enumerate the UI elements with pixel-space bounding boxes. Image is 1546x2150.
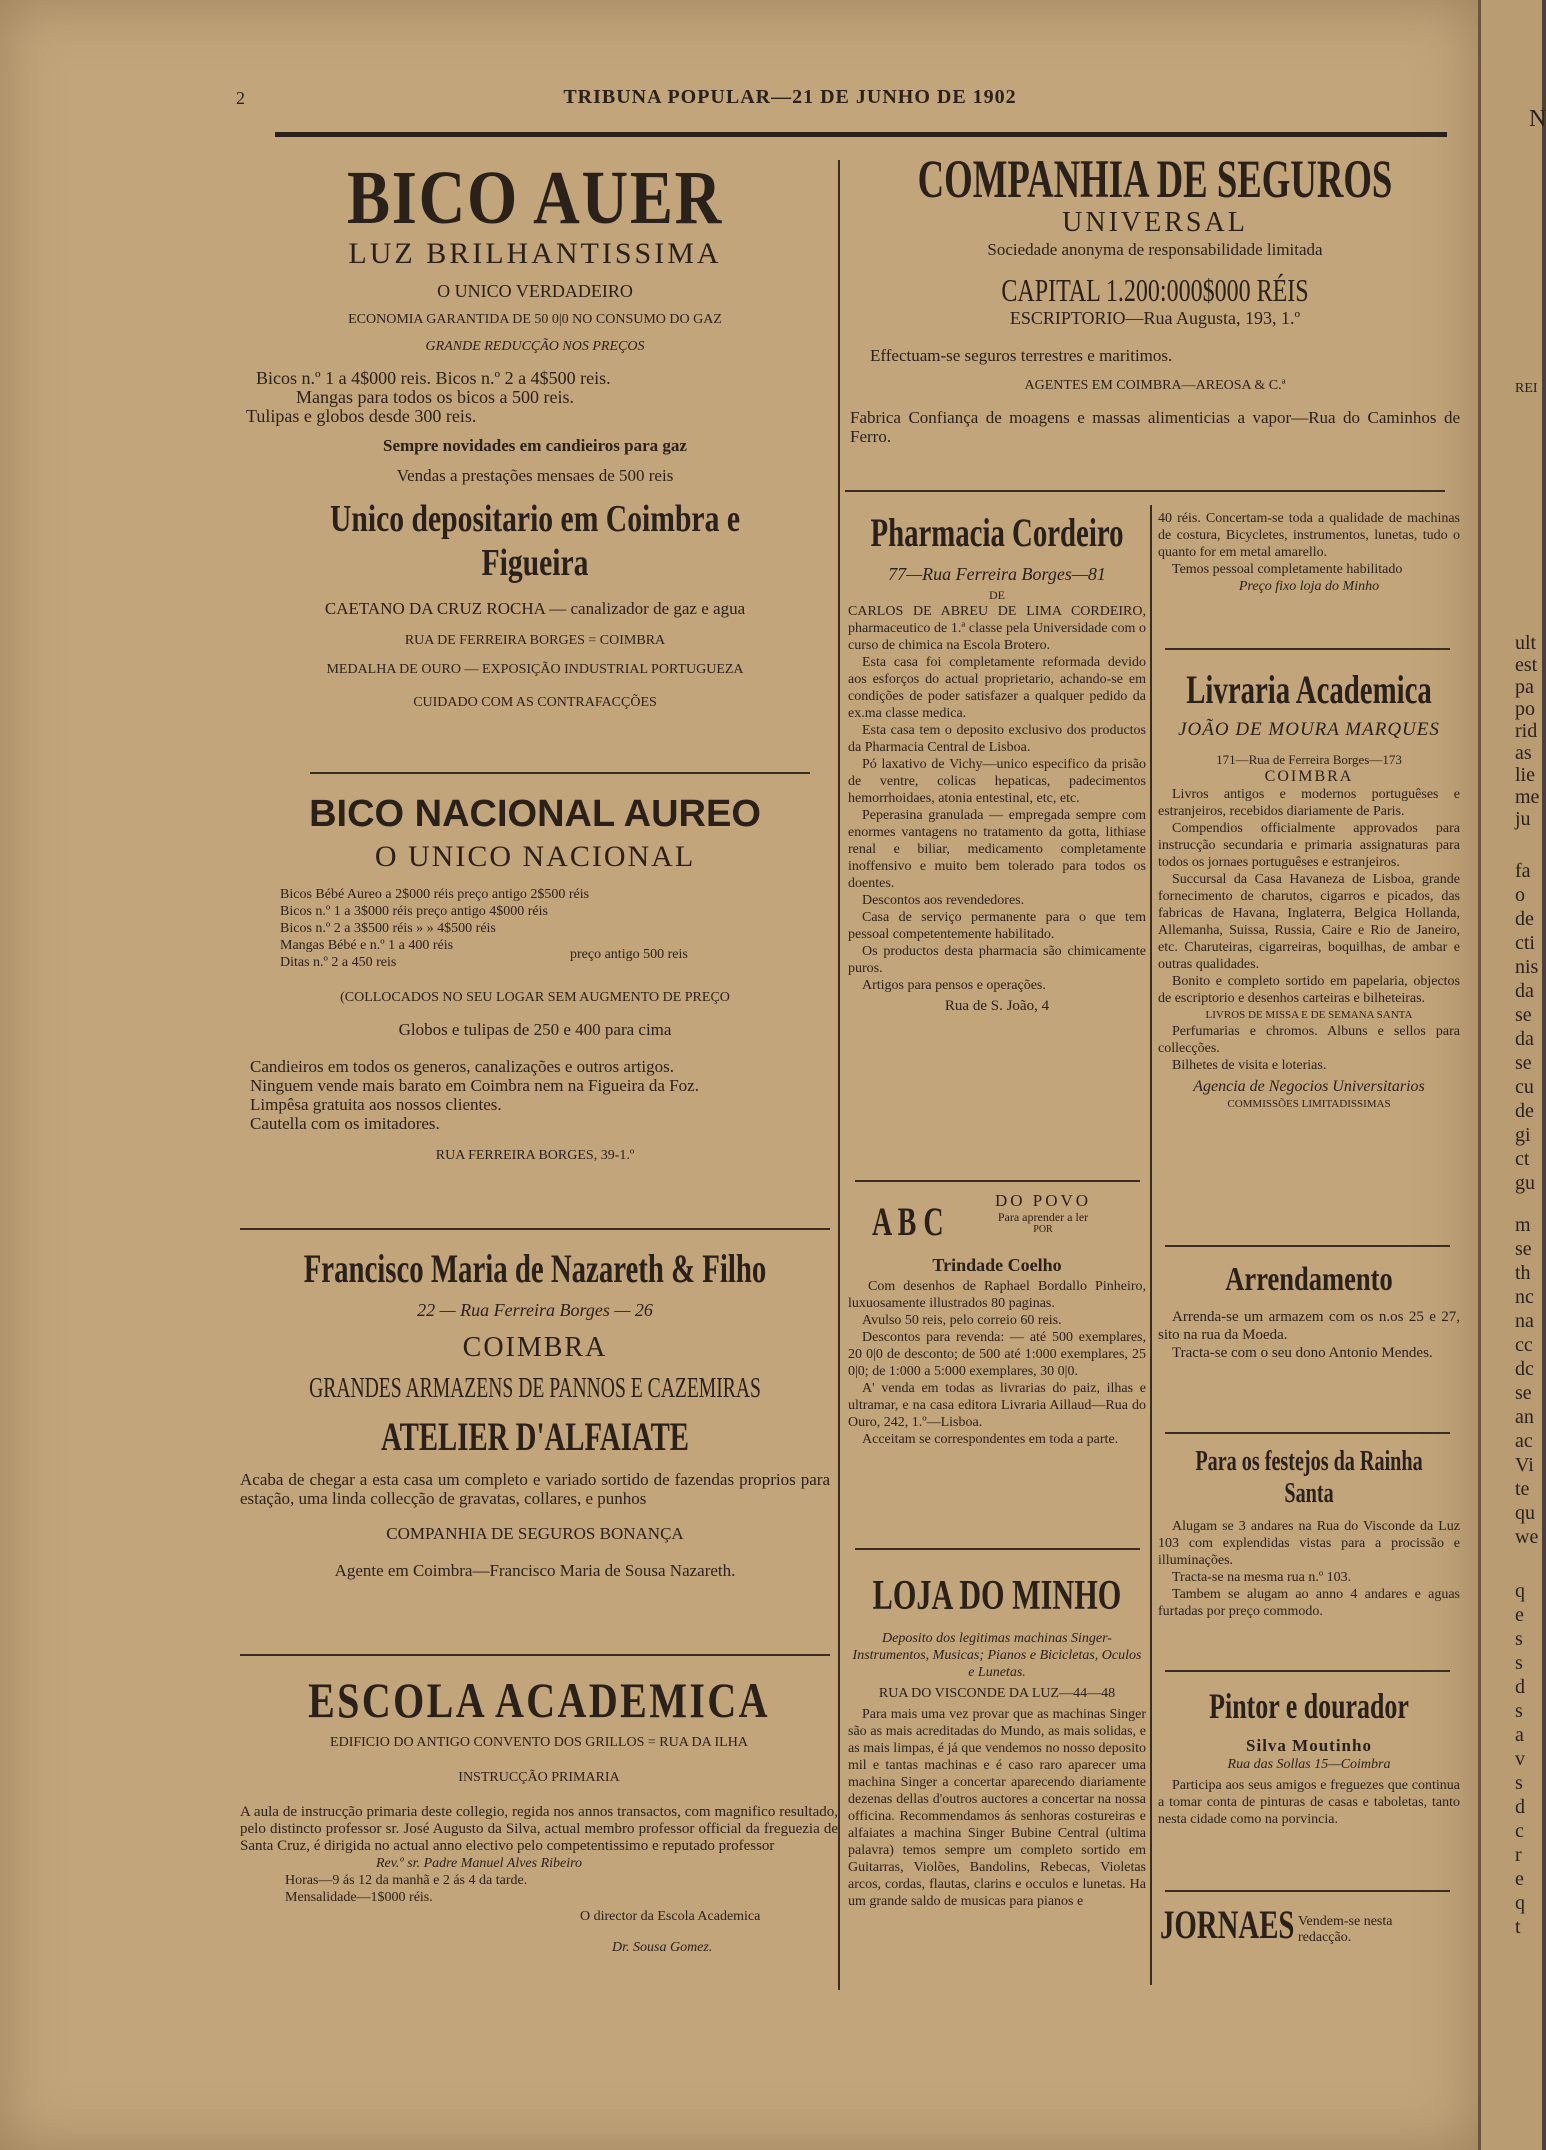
pharmacia-para2: Esta casa foi completamente reformada devido aos esforços do actual proprietario, achando-se em condições de poder satisfazer a qualquer pedido da ex.ma classe medica.: [848, 655, 1146, 721]
bico-auer-line12: MEDALHA DE OURO — EXPOSIÇÃO INDUSTRIAL PORTUGUEZA: [326, 662, 744, 677]
livraria-address: 171—Rua de Ferreira Borges—173: [1216, 752, 1402, 767]
price-row: Mangas Bébé e n.º 1 a 400 réis: [280, 938, 454, 953]
fragment: cc: [1515, 1334, 1533, 1356]
bico-auer-line10: CAETANO DA CRUZ ROCHA — canalizador de gaz e agua: [324, 599, 746, 618]
fragment: v: [1515, 1748, 1525, 1770]
rule-9: [1165, 1432, 1450, 1434]
escola-ad: [240, 1672, 838, 1956]
pharmacia-para1: CARLOS DE ABREU DE LIMA CORDEIRO, pharmaceutico de 1.ª classe pela Universidade com o curso de chimica na Escola Brotero.: [848, 604, 1146, 653]
seguros-ad: [850, 150, 1460, 446]
fragment: gu: [1515, 1172, 1535, 1194]
loja-title: LOJA DO MINHO: [872, 1573, 1122, 1619]
arrendamento-para2: Tracta-se com o seu dono Antonio Mendes.: [1172, 1345, 1433, 1361]
livraria-line1: LIVROS DE MISSA E DE SEMANA SANTA: [1205, 1009, 1413, 1021]
arrendamento-title: Arrendamento: [1225, 1261, 1393, 1298]
seguros-line4: Effectuam-se seguros terrestres e maritimos.: [870, 346, 1173, 365]
fragment: d: [1515, 1796, 1525, 1818]
fragment: dc: [1515, 1358, 1534, 1380]
nazareth-line1: GRANDES ARMAZENS DE PANNOS E CAZEMIRAS: [309, 1373, 761, 1404]
escola-line4: Horas—9 ás 12 da manhã e 2 ás 4 da tarde.: [285, 1873, 528, 1888]
rule-6: [855, 1548, 1140, 1550]
fragment: de: [1515, 1100, 1534, 1122]
festejos-para1: Alugam se 3 andares na Rua do Visconde da Luz 103 com explendidas vistas para a procissão e illuminações.: [1158, 1519, 1460, 1568]
festejos-title: Para os festejos da Rainha Santa: [1195, 1446, 1423, 1509]
nazareth-title: Francisco Maria de Nazareth & Filho: [303, 1246, 767, 1291]
livraria-para1: Livros antigos e modernos portuguêses e estranjeiros, recebidos diariamente de Paris.: [1158, 787, 1460, 819]
fragment: est: [1515, 654, 1538, 676]
seguros-line5: AGENTES EM COIMBRA—AREOSA & C.ª: [1024, 378, 1286, 393]
nazareth-para: Acaba de chegar a esta casa um completo e variado sortido de fazendas proprios para estação, uma linda collecção de gravatas, collares, e punhos: [240, 1470, 830, 1508]
fragment: Vi: [1515, 1454, 1534, 1476]
abc-para5: Acceitam se correspondentes em toda a parte.: [862, 1432, 1119, 1447]
bico-auer-line7: Sempre novidades em candieiros para gaz: [383, 436, 687, 455]
livraria-city: COIMBRA: [1264, 768, 1354, 785]
pharmacia-para10: Rua de S. João, 4: [944, 998, 1050, 1014]
fragment: as: [1515, 742, 1532, 764]
escola-line6: O director da Escola Academica: [580, 1909, 761, 1924]
rule-7: [1165, 648, 1450, 650]
column-divider-center: [838, 160, 840, 1990]
livraria-para2: Compendios officialmente approvados para instrucção secundaria e primaria assignaturas para todos os jornaes portuguêses e estranjeiros.: [1158, 821, 1460, 870]
pintor-para: Participa aos seus amigos e freguezes que continua a tomar conta de pinturas de casas e taboletas, tanto nesta cidade como na porvincia.: [1158, 1778, 1460, 1827]
bico-auer-line8: Vendas a prestações mensaes de 500 reis: [396, 466, 674, 485]
rule-10: [1165, 1670, 1450, 1672]
masthead: TRIBUNA POPULAR—21 DE JUNHO DE 1902: [563, 86, 1017, 108]
fragment: cu: [1515, 1076, 1534, 1098]
loja-address: RUA DO VISCONDE DA LUZ—44—48: [878, 1686, 1116, 1701]
fragment: s: [1515, 1652, 1523, 1674]
bico-auer-line5: Mangas para todos os bicos a 500 reis.: [296, 387, 574, 407]
seguros-line1: Sociedade anonyma de responsabilidade limitada: [987, 240, 1323, 259]
rule-8: [1165, 1245, 1450, 1247]
price-row: Bicos Bébé Aureo a 2$000 réis preço antigo 2$500 réis: [280, 887, 590, 902]
abc-para1: Com desenhos de Raphael Bordallo Pinheiro, luxuosamente illustrados 80 paginas.: [848, 1279, 1146, 1311]
rule-1: [310, 772, 810, 774]
loja-para1: Deposito dos legitimas machinas Singer-Instrumentos, Musicas; Pianos e Bicicletas, Oculos e Lunetas.: [852, 1631, 1142, 1680]
abc-para3: Descontos para revenda: — até 500 exemplares, 20 0|0 de desconto; de 500 até 1:000 exemplares, 25 0|0; de 1:000 a 5:000 exemplares, 30 0|0.: [848, 1330, 1146, 1379]
fragment: da: [1515, 980, 1534, 1002]
rule-11: [1165, 1890, 1450, 1892]
continuation-para2: Temos pessoal completamente habilitado: [1172, 562, 1403, 577]
fragment: ju: [1515, 808, 1531, 830]
arrendamento-para1: Arrenda-se um armazem com os n.os 25 e 27, sito na rua da Moeda.: [1158, 1309, 1460, 1343]
fragment: se: [1515, 1382, 1532, 1404]
rule-5: [855, 1180, 1140, 1182]
livraria-subtitle: JOÃO DE MOURA MARQUES: [1178, 719, 1440, 740]
rule-3: [240, 1654, 830, 1656]
fragment: we: [1515, 1526, 1539, 1548]
bico-auer-title: BICO AUER: [346, 156, 724, 240]
bico-nacional-subtitle: O UNICO NACIONAL: [374, 840, 696, 873]
abc-title: A B C: [872, 1199, 944, 1244]
fragment: da: [1515, 1028, 1534, 1050]
fragment: c: [1515, 1820, 1524, 1842]
nazareth-line2: ATELIER D'ALFAIATE: [380, 1414, 690, 1459]
escola-line1: EDIFICIO DO ANTIGO CONVENTO DOS GRILLOS = RUA DA ILHA: [330, 1735, 748, 1750]
bico-auer-line3: GRANDE REDUCÇÃO NOS PREÇOS: [425, 339, 645, 354]
bico-nacional-line1: (COLLOCADOS NO SEU LOGAR SEM AUGMENTO DE PREÇO: [340, 990, 730, 1005]
seguros-title: COMPANHIA DE SEGUROS: [917, 149, 1393, 209]
price-old: preço antigo 500 reis: [570, 947, 688, 962]
fragment: s: [1515, 1700, 1523, 1722]
fragment: ct: [1515, 1148, 1530, 1170]
fragment: na: [1515, 1310, 1534, 1332]
fragment: r: [1515, 1844, 1522, 1866]
para-line: Candieiros em todos os generos, canalizações e outros artigos.: [250, 1057, 674, 1076]
fragment: nis: [1515, 956, 1539, 978]
abc-para4: A' venda em todas as livrarias do paiz, ilhas e ultramar, e na casa editora Livraria Aillaud—Rua do Ouro, 242, 1.º—Lisboa.: [848, 1381, 1146, 1430]
escola-line7: Dr. Sousa Gomez.: [612, 1940, 713, 1955]
price-row: Bicos n.º 1 a 3$000 réis preço antigo 4$000 réis: [280, 904, 548, 919]
abc-ad: [848, 1192, 1146, 1448]
fragment: ult: [1515, 632, 1537, 654]
fragment: de: [1515, 908, 1534, 930]
fragment: N: [1529, 106, 1546, 132]
fragment: t: [1515, 1916, 1521, 1938]
bico-nacional-title: BICO NACIONAL AUREO: [309, 793, 761, 835]
fragment: q: [1515, 1892, 1525, 1914]
livraria-line2: Agencia de Negocios Universitarios: [1193, 1078, 1425, 1095]
pharmacia-para3: Esta casa tem o deposito exclusivo dos productos da Pharmacia Central de Lisboa.: [848, 723, 1146, 755]
fragment: q: [1515, 1580, 1525, 1602]
livraria-para4: Bonito e completo sortido em papelaria, objectos de escriptorio e desenhos carteiras e bilheteiras.: [1158, 974, 1460, 1006]
pintor-ad: [1158, 1684, 1460, 1828]
page-number: 2: [236, 88, 245, 108]
fragment: po: [1515, 698, 1535, 720]
jornaes-title: JORNAES: [1160, 1902, 1295, 1947]
jornaes-text: Vendem-se nesta redacção.: [1298, 1914, 1393, 1945]
loja-para2: Para mais uma vez provar que as machinas Singer são as mais acreditadas do Mundo, as mais solidas, e as mais limpas, é já que vendemos no nosso deposito mil e tantas machinas e é caso raro aparecer uma machina Singer a concertar aparecendo diariamente dezenas dellas d'outros auctores a concertar na nossa officina. Recommendamos ás senhoras costureiras e alfaiates a machina Singer Bubine Central (ultima palavra) temos sempre um completo sortido em Guitarras, Violões, Bandolins, Rebecas, Violetas arcos, cordas, flautas, clarins e occulos e lunetas. Ha um grande saldo de musicas para pianos e: [848, 1707, 1146, 1909]
column-divider-right: [1150, 505, 1152, 1985]
nazareth-ad: [240, 1245, 830, 1580]
seguros-line6: Fabrica Confiança de moagens e massas alimenticias a vapor—Rua do Caminhos de Ferro.: [850, 408, 1460, 446]
pharmacia-para5: Peperasina granulada — empregada sempre com enormes vantagens no tratamento da gotta, lithiase renal e biliar, medicamento completamente inoffensivo e muito bem tolerado para todos os doentes.: [848, 808, 1146, 891]
fragment: s: [1515, 1628, 1523, 1650]
para-line: Limpêsa gratuita aos nossos clientes.: [250, 1095, 502, 1114]
pintor-name: Silva Moutinho: [1246, 1736, 1372, 1755]
price-row: Ditas n.º 2 a 450 reis: [280, 955, 397, 970]
pharmacia-title: Pharmacia Cordeiro: [870, 510, 1124, 555]
bico-auer-line6: Tulipas e globos desde 300 reis.: [246, 406, 477, 426]
fragment: qu: [1515, 1502, 1535, 1524]
bico-auer-ad: [240, 158, 830, 711]
fragment: te: [1515, 1478, 1530, 1500]
fragment: lie: [1515, 764, 1535, 786]
seguros-line3: ESCRIPTORIO—Rua Augusta, 193, 1.º: [1009, 308, 1301, 328]
festejos-para3: Tambem se alugam ao anno 4 andares e aguas furtadas por preço commodo.: [1158, 1587, 1460, 1619]
pharmacia-para8: Os productos desta pharmacia são chimicamente puros.: [848, 944, 1146, 976]
adjacent-page-edge: [1478, 0, 1546, 2150]
pintor-title: Pintor e dourador: [1209, 1686, 1409, 1726]
festejos-ad: [1158, 1446, 1460, 1620]
continuation-line: Preço fixo loja do Minho: [1238, 579, 1380, 594]
fragment: REI: [1515, 381, 1538, 396]
continuation-para: 40 réis. Concertam-se toda a qualidade de machinas de costura, Bicycletes, instrumentos, lunetas, tudo o quanto for em metal amarello.: [1158, 511, 1460, 560]
livraria-para3: Succursal da Casa Havaneza de Lisboa, grande fornecimento de charutos, cigarros e picados, das fabricas de Havana, Inglaterra, Belgica Hollanda, Allemanha, Suissa, Russia, Caire e Rio de Janeiro, etc. Charuteiras, cigarreiras, boquilhas, de ambar e outras qualidades.: [1158, 872, 1460, 972]
fragment: cti: [1515, 932, 1535, 954]
fragment: rid: [1515, 720, 1538, 742]
fragment: ac: [1515, 1430, 1533, 1452]
loja-continuation: [1158, 510, 1460, 595]
fragment: an: [1515, 1406, 1534, 1428]
fragment: d: [1515, 1676, 1525, 1698]
para-line: Cautella com os imitadores.: [250, 1114, 440, 1133]
seguros-subtitle: UNIVERSAL: [1062, 207, 1248, 238]
livraria-para5: Perfumarias e chromos. Albuns e sellos para collecções.: [1158, 1024, 1460, 1056]
escola-line3: Rev.º sr. Padre Manuel Alves Ribeiro: [375, 1856, 583, 1871]
fragment: pa: [1515, 676, 1534, 698]
escola-para: A aula de instrucção primaria deste collegio, regida nos annos transactos, com magnifico resultado, pelo distincto professor sr. José Augusto da Silva, actual membro professor official da freguezia de Santa Cruz, é dirigida no actual anno electivo pelo competentissimo e reputado professor: [240, 1804, 838, 1854]
bico-auer-line9: Unico depositario em Coimbra e Figueira: [330, 498, 740, 584]
fragment: se: [1515, 1052, 1532, 1074]
abc-sub4: Trindade Coelho: [932, 1255, 1062, 1275]
bico-auer-subtitle: LUZ BRILHANTISSIMA: [348, 237, 722, 270]
fragment: th: [1515, 1262, 1531, 1284]
nazareth-line4: Agente em Coimbra—Francisco Maria de Sousa Nazareth.: [334, 1561, 736, 1580]
escola-line2: INSTRUCÇÃO PRIMARIA: [458, 1770, 620, 1785]
fragment: a: [1515, 1724, 1524, 1746]
bico-auer-line13: CUIDADO COM AS CONTRAFACÇÕES: [413, 695, 657, 710]
jornaes-ad: [1160, 1900, 1460, 1960]
pharmacia-de: DE: [989, 588, 1005, 602]
escola-title: ESCOLA ACADEMICA: [308, 1672, 770, 1728]
fragment: gi: [1515, 1124, 1531, 1146]
bico-auer-line1: O UNICO VERDADEIRO: [437, 281, 633, 301]
livraria-title: Livraria Academica: [1186, 667, 1432, 712]
bico-auer-line4: Bicos n.º 1 a 4$000 reis. Bicos n.º 2 a 4$500 reis.: [256, 368, 611, 388]
livraria-ad: [1158, 665, 1460, 1110]
escola-line5: Mensalidade—1$000 réis.: [285, 1890, 433, 1905]
abc-para2: Avulso 50 reis, pelo correio 60 reis.: [862, 1313, 1062, 1328]
fragment: fa: [1515, 860, 1531, 882]
bico-nacional-para: [250, 1057, 830, 1133]
fragment: nc: [1515, 1286, 1534, 1308]
pintor-address: Rua das Sollas 15—Coimbra: [1227, 1757, 1391, 1772]
seguros-line2: CAPITAL 1.200:000$000 RÉIS: [1001, 272, 1309, 308]
festejos-para2: Tracta-se na mesma rua n.º 103.: [1172, 1570, 1352, 1585]
para-line: Ninguem vende mais barato em Coimbra nem na Figueira da Foz.: [250, 1076, 699, 1095]
abc-sub1: DO POVO: [994, 1191, 1092, 1210]
fragment: e: [1515, 1868, 1524, 1890]
bico-auer-line2: ECONOMIA GARANTIDA DE 50 0|0 NO CONSUMO DO GAZ: [348, 312, 722, 327]
arrendamento-ad: [1158, 1258, 1460, 1362]
abc-sub3: POR: [1033, 1224, 1053, 1235]
pharmacia-address: 77—Rua Ferreira Borges—81: [888, 564, 1106, 584]
nazareth-line3: COMPANHIA DE SEGUROS BONANÇA: [386, 1524, 684, 1543]
bico-nacional-address: RUA FERREIRA BORGES, 39-1.º: [435, 1148, 635, 1163]
fragment: s: [1515, 1772, 1523, 1794]
bico-auer-line11: RUA DE FERREIRA BORGES = COIMBRA: [404, 633, 666, 648]
rule-2: [240, 1228, 830, 1230]
fragment: e: [1515, 1604, 1524, 1626]
pharmacia-ad: [848, 505, 1146, 1015]
livraria-para6: Bilhetes de visita e loterias.: [1172, 1058, 1327, 1073]
header-rule: [275, 132, 1447, 137]
bico-nacional-line2: Globos e tulipas de 250 e 400 para cima: [398, 1020, 672, 1039]
loja-ad: [848, 1562, 1146, 1910]
bico-nacional-ad: [240, 792, 830, 1164]
livraria-line3: COMMISSÕES LIMITADISSIMAS: [1227, 1098, 1391, 1110]
nazareth-city: COIMBRA: [462, 1332, 608, 1363]
nazareth-address: 22 — Rua Ferreira Borges — 26: [417, 1300, 653, 1320]
price-row: Bicos n.º 2 a 3$500 réis » » 4$500 réis: [280, 921, 496, 936]
pharmacia-para4: Pó laxativo de Vichy—unico especifico da prisão de ventre, colicas hepaticas, padecimentos hemorrhoidaes, atonia entestinal, etc, etc.: [848, 757, 1146, 806]
pharmacia-para7: Casa de serviço permanente para o que tem pessoal competentemente habilitado.: [848, 910, 1146, 942]
bico-nacional-rows: [280, 886, 830, 971]
pharmacia-para9: Artigos para pensos e operações.: [862, 978, 1046, 993]
fragment: m: [1515, 1214, 1531, 1236]
fragment: o: [1515, 884, 1525, 906]
fragment: se: [1515, 1004, 1532, 1026]
fragment: se: [1515, 1238, 1532, 1260]
abc-sub2: Para aprender a ler: [997, 1210, 1089, 1224]
fragment: me: [1515, 786, 1540, 808]
pharmacia-para6: Descontos aos revendedores.: [862, 893, 1025, 908]
rule-4: [845, 490, 1445, 492]
